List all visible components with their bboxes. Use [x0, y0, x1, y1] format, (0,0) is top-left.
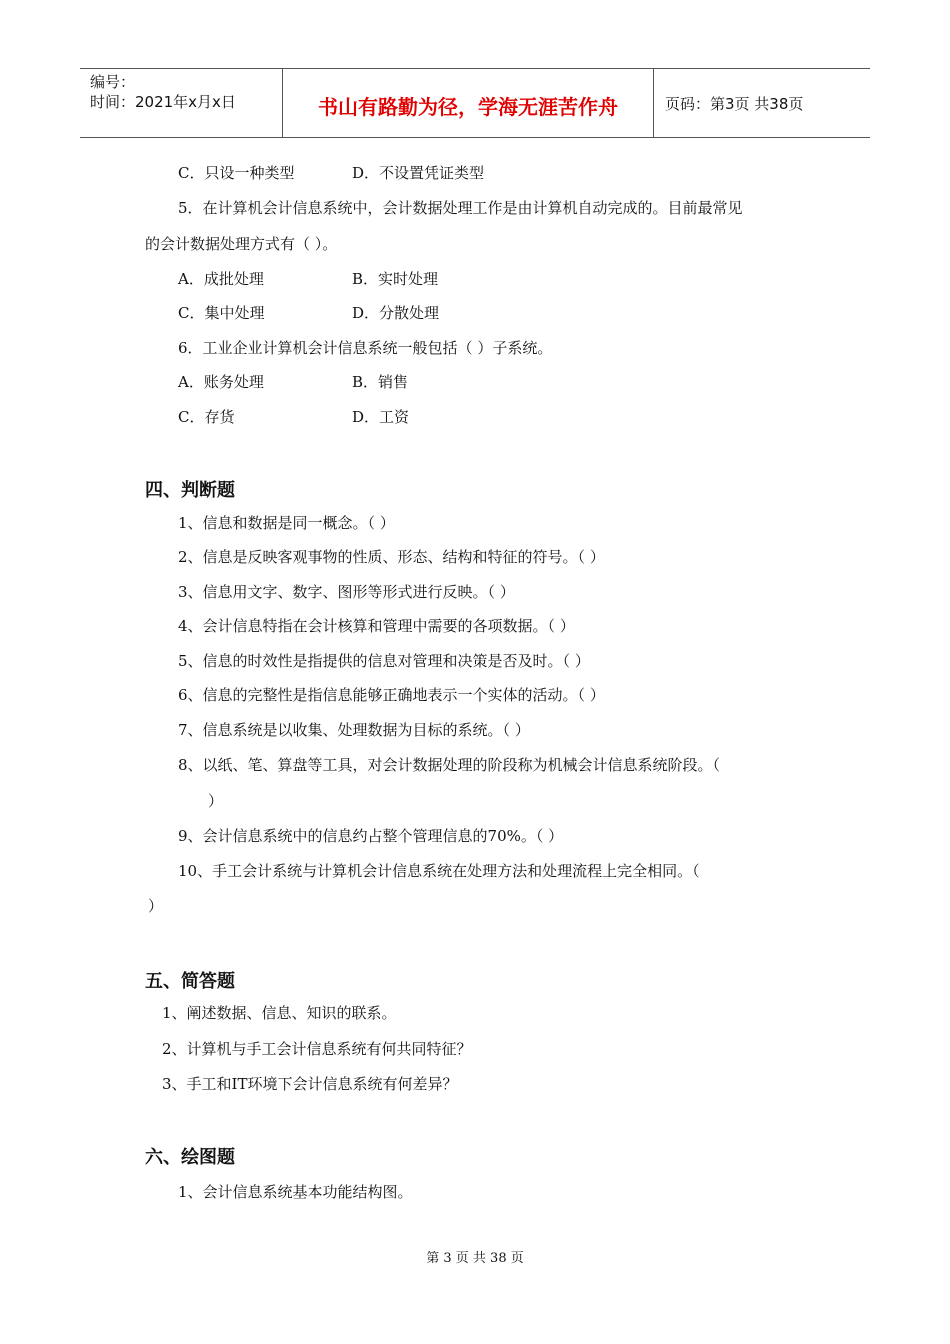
q6-option-d: D．工资 — [352, 408, 410, 426]
q5-option-a: A．成批处理 — [178, 270, 264, 288]
short-answer-item: 3、手工和IT环境下会计信息系统有何差异？ — [162, 1075, 458, 1093]
q6-option-b: B．销售 — [352, 373, 409, 391]
doc-time-label: 时间：2021年x月x日 — [90, 93, 236, 111]
section5-title: 五、简答题 — [145, 971, 235, 992]
q6-option-c: C．存货 — [178, 408, 235, 426]
q5-stem-line1: 5．在计算机会计信息系统中，会计数据处理工作是由计算机自动完成的。目前最常见 — [178, 199, 743, 217]
judge-item: 3、信息用文字、数字、图形等形式进行反映。（ ） — [178, 583, 515, 601]
q5-stem-line2: 的会计数据处理方式有（ ）。 — [145, 235, 338, 253]
q6-option-a: A．账务处理 — [178, 373, 264, 391]
header-meta-cell — [80, 69, 283, 137]
q4-option-c: C．只设一种类型 — [178, 164, 295, 182]
section4-title: 四、判断题 — [145, 480, 235, 501]
header-motto-cell — [283, 69, 654, 137]
motto-text: 书山有路勤为径，学海无涯苦作舟 — [318, 95, 618, 119]
judge-item: 8、以纸、笔、算盘等工具，对会计数据处理的阶段称为机械会计信息系统阶段。（ — [178, 756, 721, 774]
q5-option-b: B．实时处理 — [352, 270, 439, 288]
header-page-cell — [655, 69, 870, 137]
q5-option-d: D．分散处理 — [352, 304, 440, 322]
judge-item: 5、信息的时效性是指提供的信息对管理和决策是否及时。（ ） — [178, 652, 590, 670]
short-answer-item: 1、阐述数据、信息、知识的联系。 — [162, 1004, 397, 1022]
judge-item-continued: ） — [208, 792, 224, 810]
judge-item-continued: ） — [148, 897, 164, 915]
doc-code-label: 编号： — [90, 73, 136, 91]
judge-item: 9、会计信息系统中的信息约占整个管理信息的70%。（ ） — [178, 827, 564, 845]
judge-item: 4、会计信息特指在会计核算和管理中需要的各项数据。（ ） — [178, 617, 575, 635]
header-page-number: 页码：第3页 共38页 — [665, 95, 804, 113]
judge-item: 10、手工会计系统与计算机会计信息系统在处理方法和处理流程上完全相同。（ — [178, 862, 700, 880]
section6-title: 六、绘图题 — [145, 1147, 235, 1168]
drawing-item: 1、会计信息系统基本功能结构图。 — [178, 1183, 413, 1201]
judge-item: 2、信息是反映客观事物的性质、形态、结构和特征的符号。（ ） — [178, 548, 605, 566]
judge-item: 7、信息系统是以收集、处理数据为目标的系统。（ ） — [178, 721, 530, 739]
page-header — [80, 68, 870, 138]
judge-item: 6、信息的完整性是指信息能够正确地表示一个实体的活动。（ ） — [178, 686, 605, 704]
q4-option-d: D．不设置凭证类型 — [352, 164, 485, 182]
page-footer: 第 3 页 共 38 页 — [426, 1251, 524, 1266]
q6-stem: 6．工业企业计算机会计信息系统一般包括（ ）子系统。 — [178, 339, 553, 357]
short-answer-item: 2、计算机与手工会计信息系统有何共同特征？ — [162, 1040, 472, 1058]
q5-option-c: C．集中处理 — [178, 304, 265, 322]
judge-item: 1、信息和数据是同一概念。（ ） — [178, 514, 395, 532]
